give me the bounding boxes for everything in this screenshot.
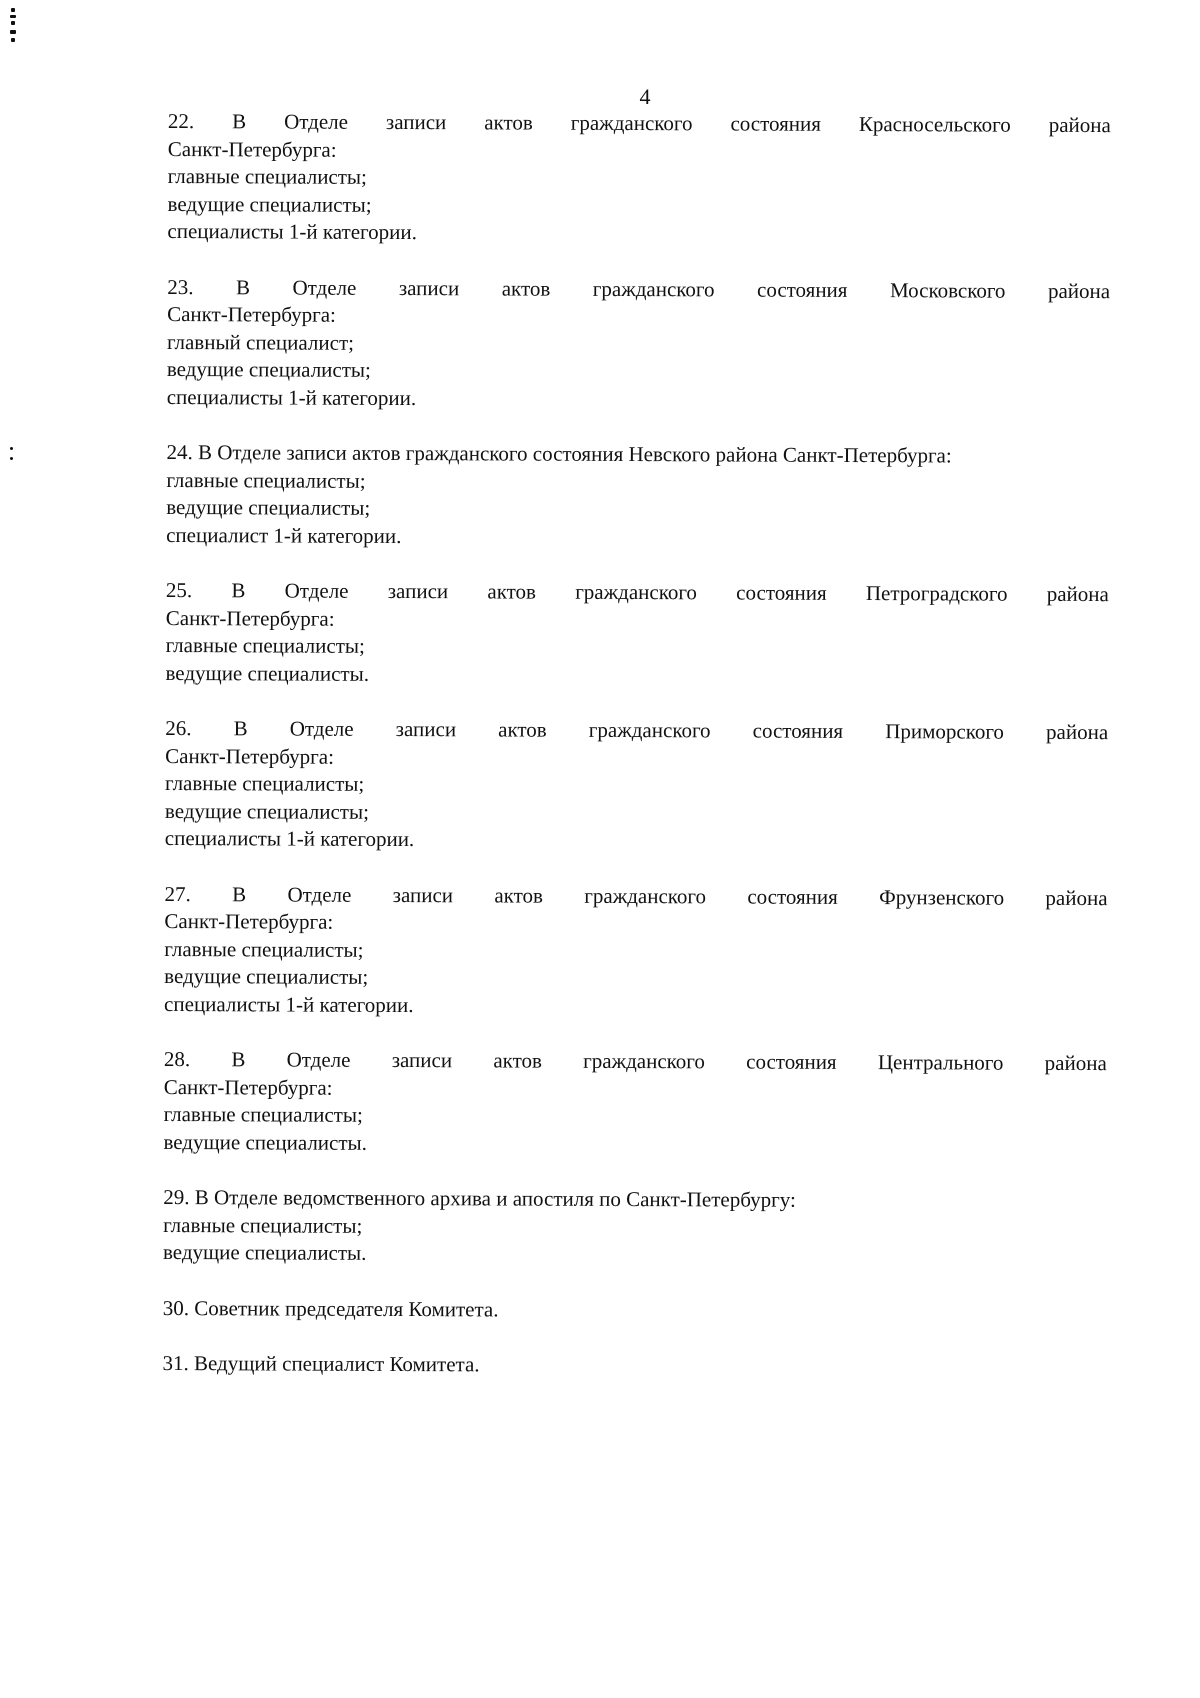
heading-word: Отделе xyxy=(292,275,357,300)
heading-word: состояния xyxy=(752,718,844,743)
item-line: главные специалисты; xyxy=(163,1212,363,1238)
item-line: специалисты 1-й категории. xyxy=(167,218,417,245)
item-line: главные специалисты; xyxy=(167,163,367,189)
heading-word: записи xyxy=(395,716,457,742)
heading-word: Петроградского xyxy=(865,581,1008,606)
heading-word: актов xyxy=(501,275,551,301)
item-heading: 24. В Отделе записи актов гражданского состояния Невского района Санкт-Петербурга: xyxy=(166,439,952,468)
document-body xyxy=(162,108,1111,1410)
list-item xyxy=(167,273,1111,415)
heading-word: Фрунзенского xyxy=(879,884,1005,910)
item-line: Санкт-Петербурга: xyxy=(165,743,335,769)
heading-word: района xyxy=(1047,278,1111,303)
heading-word: Красносельского xyxy=(858,112,1011,137)
heading-word: гражданского xyxy=(575,579,698,605)
item-heading xyxy=(166,577,1109,609)
heading-word: записи xyxy=(387,578,449,604)
item-line: ведущие специалисты; xyxy=(166,494,371,520)
heading-word: В xyxy=(233,716,248,741)
heading-word: актов xyxy=(484,110,533,135)
heading-word: состояния xyxy=(756,277,848,302)
heading-word: 23. xyxy=(167,274,194,299)
item-line: специалисты 1-й категории. xyxy=(164,825,415,852)
heading-word: гражданского xyxy=(583,1048,705,1074)
heading-word: 25. xyxy=(165,577,193,603)
item-line: ведущие специалисты; xyxy=(167,191,372,217)
heading-word: гражданского xyxy=(570,110,693,136)
item-line: ведущие специалисты; xyxy=(164,798,370,824)
heading-word: актов xyxy=(498,717,547,742)
heading-word: В xyxy=(235,274,251,299)
heading-word: состояния xyxy=(747,884,838,909)
item-line: Санкт-Петербурга: xyxy=(167,301,336,327)
heading-word: района xyxy=(1046,719,1109,745)
item-line: ведущие специалисты. xyxy=(165,660,370,686)
list-item xyxy=(163,1046,1106,1160)
item-heading: 31. Ведущий специалист Комитета. xyxy=(162,1350,480,1377)
item-heading: 29. В Отделе ведомственного архива и апостиля по Санкт-Петербургу: xyxy=(163,1184,796,1212)
list-item xyxy=(163,1294,1106,1326)
item-heading xyxy=(165,715,1108,747)
heading-word: 28. xyxy=(163,1046,191,1072)
heading-word: состояния xyxy=(730,111,821,136)
heading-word: состояния xyxy=(746,1049,837,1074)
list-item xyxy=(165,577,1108,691)
item-line: Санкт-Петербурга: xyxy=(167,136,337,162)
list-item xyxy=(163,1184,1106,1271)
heading-word: 22. xyxy=(167,108,195,134)
heading-word: Московского xyxy=(889,277,1006,303)
item-heading xyxy=(164,1046,1107,1078)
heading-word: района xyxy=(1046,581,1109,607)
heading-word: В xyxy=(231,1047,246,1072)
heading-word: района xyxy=(1045,885,1108,910)
item-line: ведущие специалисты; xyxy=(166,356,371,382)
heading-word: актов xyxy=(487,579,537,604)
heading-word: актов xyxy=(494,882,544,908)
item-line: специалист 1-й категории. xyxy=(166,522,402,548)
heading-word: записи xyxy=(391,1047,453,1073)
heading-word: Приморского xyxy=(885,719,1005,744)
heading-word: В xyxy=(232,881,247,906)
heading-word: Отделе xyxy=(287,882,352,907)
heading-word: В xyxy=(232,109,247,134)
heading-word: Отделе xyxy=(289,716,354,741)
heading-word: 26. xyxy=(165,715,192,741)
item-line: Санкт-Петербурга: xyxy=(164,908,334,934)
scan-artifact-mark xyxy=(8,8,18,44)
item-line: главные специалисты; xyxy=(166,467,366,493)
item-line: Санкт-Петербурга: xyxy=(165,605,335,631)
item-line: ведущие специалисты. xyxy=(163,1129,367,1155)
list-item xyxy=(167,108,1111,250)
heading-word: Отделе xyxy=(284,578,349,603)
item-line: главные специалисты; xyxy=(164,936,364,962)
heading-word: района xyxy=(1044,1050,1107,1076)
item-line: главные специалисты; xyxy=(163,1101,363,1127)
list-item xyxy=(162,1350,1105,1382)
item-line: главный специалист; xyxy=(166,329,355,355)
heading-word: актов xyxy=(493,1048,542,1073)
page-number: 4 xyxy=(639,84,651,109)
item-line: ведущие специалисты. xyxy=(162,1239,367,1265)
item-line: ведущие специалисты; xyxy=(164,963,369,989)
heading-word: Отделе xyxy=(286,1047,351,1072)
list-item xyxy=(166,439,1109,553)
scan-artifact-colon xyxy=(8,447,14,461)
heading-word: записи xyxy=(392,882,454,907)
heading-word: 27. xyxy=(164,881,191,906)
heading-word: гражданского xyxy=(592,276,715,301)
heading-word: Центрального xyxy=(877,1050,1004,1075)
item-line: главные специалисты; xyxy=(165,770,365,796)
heading-word: записи xyxy=(385,109,447,135)
heading-word: записи xyxy=(398,275,460,300)
heading-word: гражданского xyxy=(584,883,707,908)
list-item xyxy=(164,880,1108,1022)
list-item xyxy=(165,715,1109,857)
item-line: специалисты 1-й категории. xyxy=(164,991,414,1017)
item-heading xyxy=(167,273,1110,305)
item-line: главные специалисты; xyxy=(165,632,365,658)
item-heading: 30. Советник председателя Комитета. xyxy=(162,1295,499,1321)
heading-word: состояния xyxy=(736,580,827,605)
item-line: специалисты 1-й категории. xyxy=(166,384,417,410)
item-line: Санкт-Петербурга: xyxy=(163,1074,333,1100)
item-heading xyxy=(165,880,1108,912)
heading-word: гражданского xyxy=(588,717,711,743)
heading-word: Отделе xyxy=(284,109,349,134)
heading-word: В xyxy=(231,578,246,603)
item-heading xyxy=(168,108,1111,140)
heading-word: района xyxy=(1048,112,1111,138)
